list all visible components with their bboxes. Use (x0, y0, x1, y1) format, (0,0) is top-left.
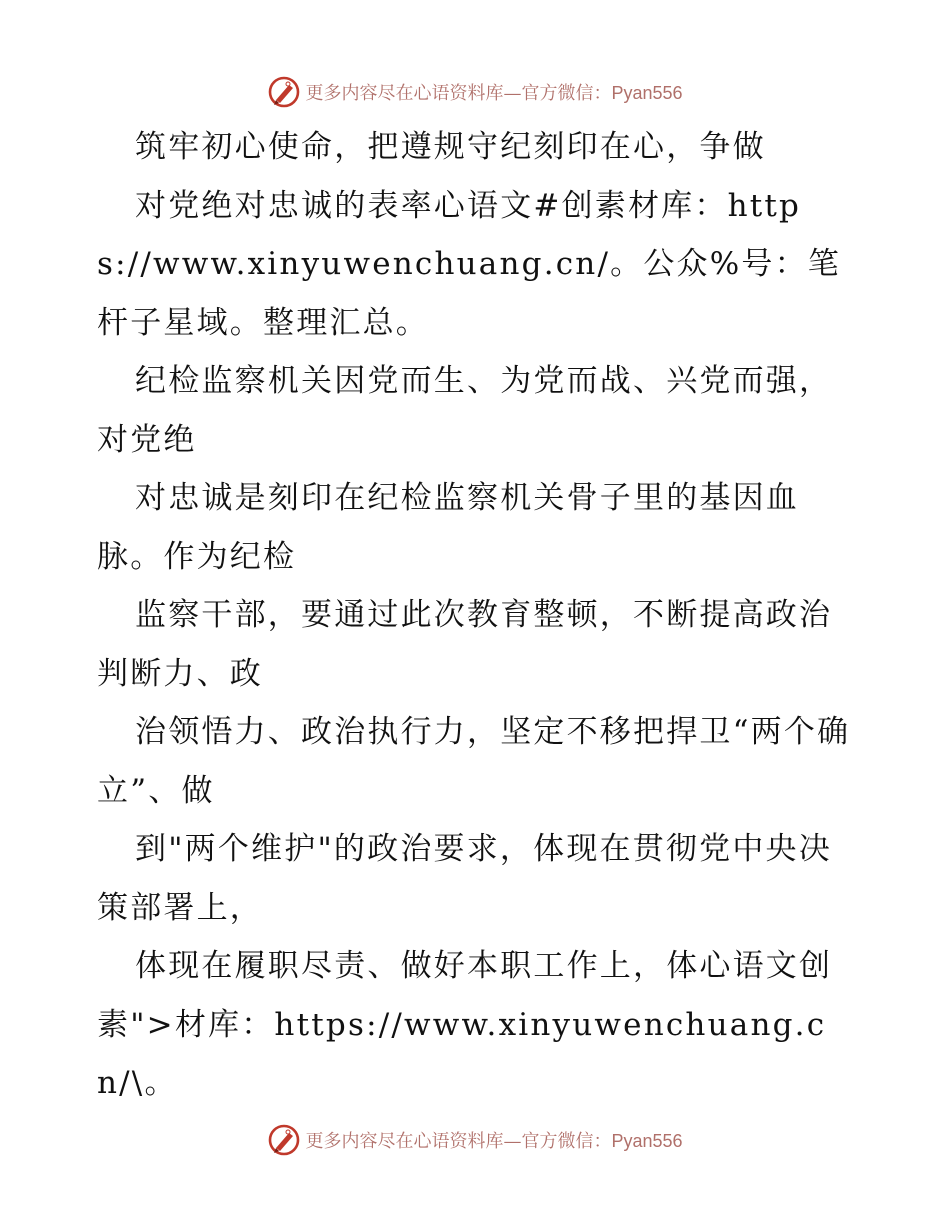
watermark-main: 更多内容尽在心语资料库 (305, 1131, 504, 1152)
paragraph-1: 筑牢初心使命，把遵规守纪刻印在心，争做 (135, 129, 766, 165)
paragraph-6: 治领悟力、政治执行力，坚定不移把捍卫“两个确立”、做 (97, 714, 851, 809)
paragraph-5: 监察干部，要通过此次教育整顿，不断提高政治判断力、政 (97, 597, 833, 692)
paragraph-7: 到"两个维护"的政治要求，体现在贯彻党中央决策部署上， (97, 831, 832, 926)
watermark-main: 更多内容尽在心语资料库 (305, 83, 504, 104)
pen-logo-icon (267, 1123, 301, 1157)
header-watermark (0, 72, 950, 112)
footer-watermark (0, 1120, 950, 1160)
pen-logo-icon (267, 75, 301, 109)
watermark-label: 官方微信： (521, 1131, 612, 1152)
paragraph-4: 对忠诚是刻印在纪检监察机关骨子里的基因血脉。作为纪检 (97, 480, 799, 575)
document-body (97, 118, 857, 1113)
paragraph-2: 对党绝对忠诚的表率心语文#创素材库：https://www.xinyuwenchuang.cn/。公众%号：笔杆子星域。整理汇总。 (97, 187, 841, 341)
watermark-separator: — (503, 83, 522, 104)
watermark-wechat-id: Pyan556 (611, 83, 683, 103)
watermark-wechat-id: Pyan556 (611, 1131, 683, 1151)
paragraph-8: 体现在履职尽责、做好本职工作上，体心语文创素">材库：https://www.xinyuwenchuang.cn/\。 (97, 948, 833, 1101)
watermark-text (305, 79, 682, 105)
paragraph-3: 纪检监察机关因党而生、为党而战、兴党而强，对党绝 (97, 363, 833, 458)
watermark-text (305, 1127, 682, 1153)
watermark-label: 官方微信： (521, 83, 612, 104)
watermark-separator: — (503, 1131, 522, 1152)
